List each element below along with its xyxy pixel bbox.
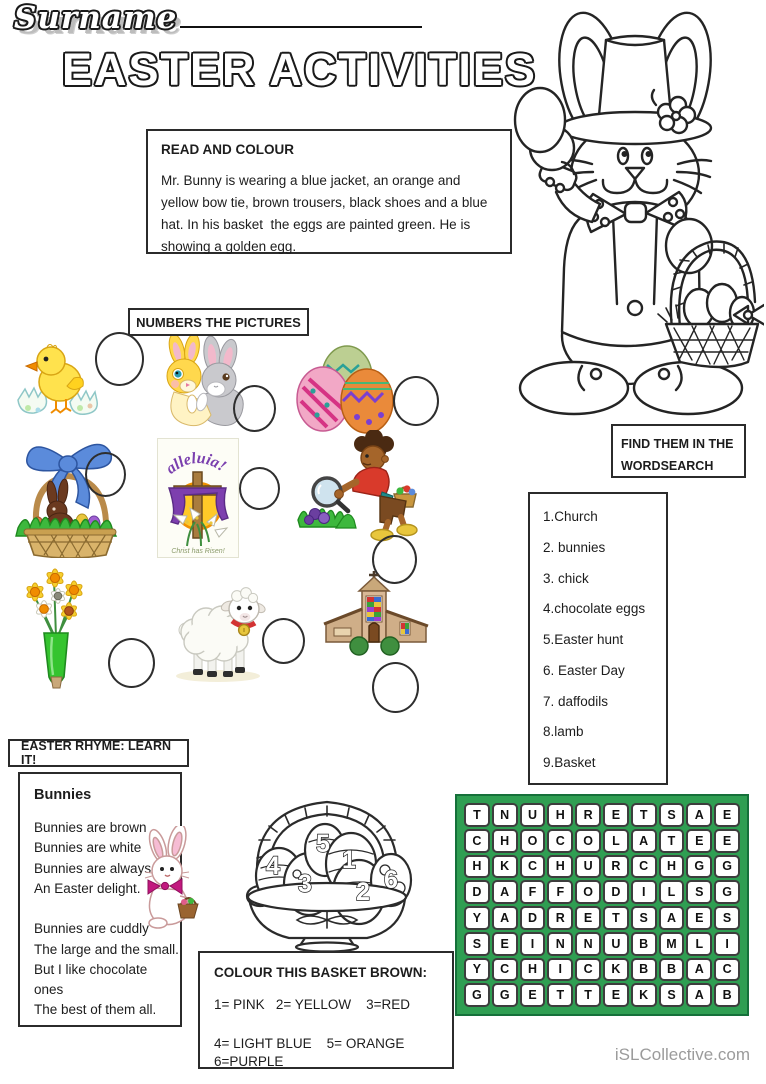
alleluia-cross-icon [157, 438, 239, 558]
wordsearch-cell[interactable]: G [714, 855, 740, 879]
wordsearch-cell[interactable]: O [520, 829, 546, 853]
word-list [528, 492, 668, 785]
wordsearch-heading-line1: FIND THEM IN THE [621, 437, 734, 451]
pink-bunny-icon [136, 826, 208, 930]
word-list-item: 7. daffodils [543, 693, 609, 709]
wordsearch-cell[interactable]: H [492, 829, 518, 853]
wordsearch-cell[interactable]: T [603, 906, 629, 930]
wordsearch-cell[interactable]: A [492, 906, 518, 930]
egg-number: 5 [316, 830, 330, 858]
poem-line: The large and the small. [34, 941, 179, 957]
wordsearch-cell[interactable]: S [714, 906, 740, 930]
answer-circle-chick[interactable] [95, 332, 144, 386]
wordsearch-cell[interactable]: E [686, 906, 712, 930]
read-and-colour-text: Mr. Bunny is wearing a blue jacket, an orange and yellow bow tie, brown trousers, black shoes and a blue hat. In his basket the eggs are painted green. He is showing a golden egg. [161, 173, 492, 254]
wordsearch-cell[interactable]: B [631, 958, 657, 982]
wordsearch-cell[interactable]: H [547, 803, 573, 827]
chick-hatching-icon [14, 340, 102, 424]
wordsearch-cell[interactable]: N [575, 932, 601, 956]
wordsearch-grid [455, 794, 749, 1016]
wordsearch-cell[interactable]: B [659, 958, 685, 982]
wordsearch-cell[interactable]: B [714, 983, 740, 1007]
wordsearch-cell[interactable]: C [520, 855, 546, 879]
wordsearch-cell[interactable]: S [659, 803, 685, 827]
wordsearch-cell[interactable]: H [547, 855, 573, 879]
poem-line: But I like chocolate ones [34, 961, 148, 997]
wordsearch-cell[interactable]: C [714, 958, 740, 982]
wordsearch-cell[interactable]: N [547, 932, 573, 956]
answer-circle-alleluia[interactable] [239, 467, 280, 510]
wordsearch-cell[interactable]: K [492, 855, 518, 879]
wordsearch-heading-box [611, 424, 746, 478]
wordsearch-cell[interactable]: S [659, 983, 685, 1007]
wordsearch-cell[interactable]: T [464, 803, 490, 827]
rhyme-heading-box: EASTER RHYME: LEARN IT! [8, 739, 189, 767]
poem-line: Bunnies are white [34, 840, 142, 856]
wordsearch-cell[interactable]: G [492, 983, 518, 1007]
wordsearch-cell[interactable]: E [686, 829, 712, 853]
wordsearch-cell[interactable]: R [603, 855, 629, 879]
wordsearch-cell[interactable]: T [547, 983, 573, 1007]
wordsearch-cell[interactable]: G [464, 983, 490, 1007]
word-list-item: 8.lamb [543, 724, 584, 740]
answer-circle-daffodils[interactable] [108, 638, 155, 688]
colour-key-line: 4= LIGHT BLUE 5= ORANGE [214, 1036, 405, 1052]
read-and-colour-heading: READ AND COLOUR [161, 142, 294, 157]
wordsearch-cell[interactable]: K [631, 983, 657, 1007]
poem-title: Bunnies [34, 787, 92, 803]
wordsearch-cell[interactable]: B [631, 932, 657, 956]
egg-number: 6 [384, 866, 398, 894]
alleluia-arched-text: alleluia! [163, 449, 230, 478]
wordsearch-cell[interactable]: F [520, 880, 546, 904]
wordsearch-cell[interactable]: Y [464, 958, 490, 982]
wordsearch-cell[interactable]: R [575, 803, 601, 827]
wordsearch-cell[interactable]: H [520, 958, 546, 982]
wordsearch-cell[interactable]: M [659, 932, 685, 956]
wordsearch-cell[interactable]: G [714, 880, 740, 904]
wordsearch-cell[interactable]: I [547, 958, 573, 982]
wordsearch-cell[interactable]: Y [464, 906, 490, 930]
wordsearch-cell[interactable]: L [603, 829, 629, 853]
page-title: EASTER ACTIVITIES [62, 44, 537, 95]
wordsearch-cell[interactable]: H [659, 855, 685, 879]
wordsearch-cell[interactable]: D [464, 880, 490, 904]
wordsearch-cell[interactable]: U [603, 932, 629, 956]
wordsearch-cell[interactable]: E [714, 803, 740, 827]
surname-write-line[interactable] [180, 4, 422, 28]
wordsearch-cell[interactable]: I [520, 932, 546, 956]
wordsearch-cell[interactable]: A [492, 880, 518, 904]
wordsearch-cell[interactable]: E [603, 803, 629, 827]
wordsearch-cell[interactable]: O [575, 829, 601, 853]
wordsearch-cell[interactable]: S [631, 906, 657, 930]
wordsearch-cell[interactable]: S [464, 932, 490, 956]
word-list-item: 4.chocolate eggs [543, 601, 646, 617]
egg-number: 1 [342, 846, 356, 874]
wordsearch-cell[interactable]: O [575, 880, 601, 904]
wordsearch-cell[interactable]: N [492, 803, 518, 827]
egg-number: 4 [266, 852, 280, 880]
wordsearch-heading-line2: WORDSEARCH [621, 458, 714, 473]
answer-circle-lamb[interactable] [262, 618, 305, 664]
wordsearch-cell[interactable]: C [464, 829, 490, 853]
word-list-item: 1.Church [543, 509, 598, 524]
wordsearch-cell[interactable]: A [686, 803, 712, 827]
footer-brand: iSLCollective.com [614, 1045, 750, 1064]
wordsearch-cell[interactable]: A [686, 958, 712, 982]
wordsearch-cell[interactable]: K [603, 958, 629, 982]
numbers-pictures-heading: NUMBERS THE PICTURES [128, 308, 309, 336]
word-list-item: 3. chick [543, 570, 589, 586]
wordsearch-cell[interactable]: C [492, 958, 518, 982]
wordsearch-cell[interactable]: C [575, 958, 601, 982]
lamb-icon [164, 576, 272, 684]
egg-hunt-boy-icon [296, 430, 424, 548]
wordsearch-cell[interactable]: T [575, 983, 601, 1007]
wordsearch-cell[interactable]: F [547, 880, 573, 904]
word-list-item: 2. bunnies [543, 539, 606, 555]
answer-circle-basket[interactable] [85, 452, 126, 497]
wordsearch-cell[interactable]: L [659, 880, 685, 904]
poem-line: An Easter delight. [34, 880, 141, 896]
poem-line: The best of them all. [34, 1002, 157, 1018]
answer-circle-eggs[interactable] [393, 376, 439, 426]
answer-circle-church[interactable] [372, 662, 419, 713]
wordsearch-cell[interactable]: C [631, 855, 657, 879]
wordsearch-cell[interactable]: G [686, 855, 712, 879]
wordsearch-cell[interactable]: R [547, 906, 573, 930]
colour-key-line: 6=PURPLE [214, 1054, 284, 1070]
numbered-eggs-basket-icon [227, 780, 429, 952]
wordsearch-cell[interactable]: E [492, 932, 518, 956]
wordsearch-cell[interactable]: D [603, 880, 629, 904]
surname-label: Surname [14, 0, 178, 36]
word-list-item: 9.Basket [543, 755, 596, 770]
egg-number: 3 [298, 870, 312, 898]
wordsearch-cell[interactable]: S [686, 880, 712, 904]
word-list-item: 6. Easter Day [543, 662, 625, 678]
wordsearch-cell[interactable]: E [714, 829, 740, 853]
wordsearch-cell[interactable]: E [520, 983, 546, 1007]
wordsearch-cell[interactable]: L [686, 932, 712, 956]
wordsearch-cell[interactable]: C [547, 829, 573, 853]
wordsearch-cell[interactable]: A [686, 983, 712, 1007]
alleluia-caption-text: Christ has Risen! [171, 548, 225, 555]
wordsearch-cell[interactable]: T [659, 829, 685, 853]
wordsearch-cell[interactable]: A [631, 829, 657, 853]
wordsearch-cell[interactable]: D [520, 906, 546, 930]
colour-key-line: 1= PINK 2= YELLOW 3=RED [214, 997, 410, 1012]
poem-line: Bunnies are cuddly [34, 921, 149, 937]
church-icon [322, 570, 430, 664]
easter-bunny-lineart-icon [496, 6, 764, 418]
colour-key-heading: COLOUR THIS BASKET BROWN: [214, 965, 427, 980]
wordsearch-cell[interactable]: U [575, 855, 601, 879]
egg-number: 2 [356, 878, 370, 906]
wordsearch-cell[interactable]: I [631, 880, 657, 904]
wordsearch-cell[interactable]: H [464, 855, 490, 879]
wordsearch-cell[interactable]: U [520, 803, 546, 827]
poem-line: Bunnies are brown [34, 820, 147, 835]
word-list-item: 5.Easter hunt [543, 632, 624, 647]
read-and-colour-box [146, 129, 512, 254]
wordsearch-cell[interactable]: I [714, 932, 740, 956]
wordsearch-cell[interactable]: E [575, 906, 601, 930]
wordsearch-cell[interactable]: T [631, 803, 657, 827]
poem-line: Bunnies are always [34, 860, 152, 876]
wordsearch-cell[interactable]: E [603, 983, 629, 1007]
wordsearch-cell[interactable]: A [659, 906, 685, 930]
daffodils-icon [14, 565, 96, 692]
easter-eggs-icon [293, 343, 397, 435]
answer-circle-bunnies[interactable] [233, 385, 276, 432]
